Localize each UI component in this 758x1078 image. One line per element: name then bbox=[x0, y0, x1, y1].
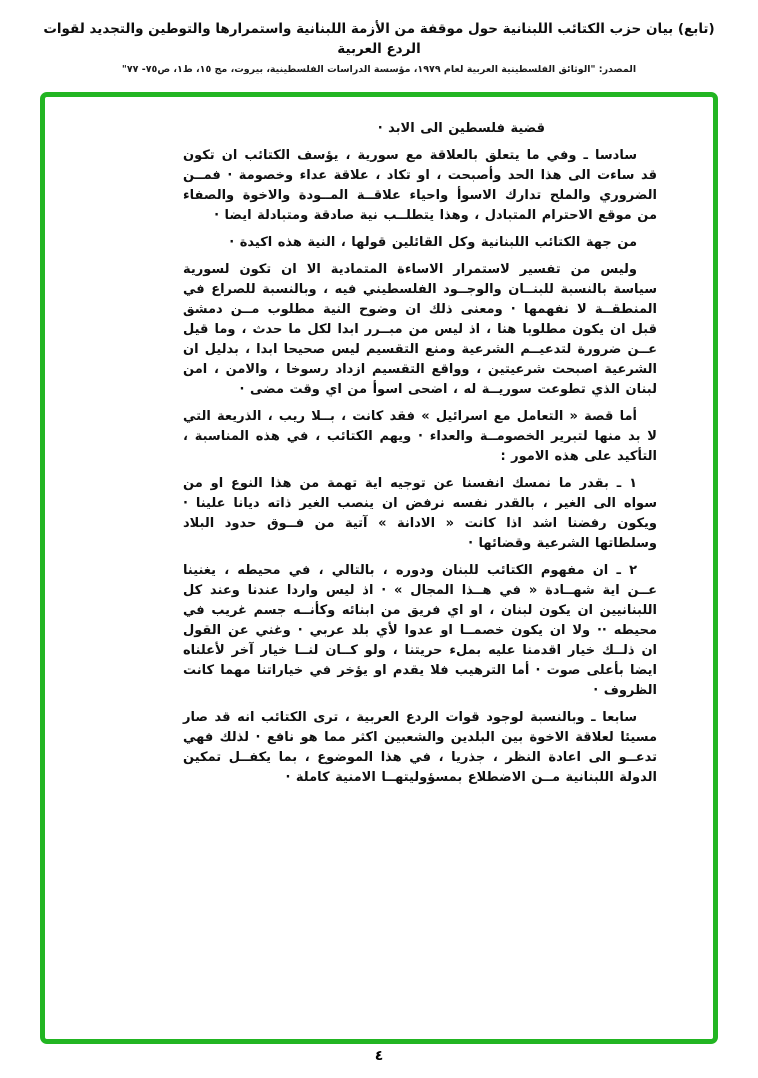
page-title: (تابع) بيان حزب الكتائب اللبنانية حول موقفة من الأزمة اللبنانية واستمرارها والتوطين والتجديد لقوات الردع العربية bbox=[43, 21, 715, 57]
document-body bbox=[45, 97, 713, 1039]
paragraph: أما قصة « التعامل مع اسرائيل » فقد كانت ، بــلا ريب ، الذريعة التي لا بد منها لتبرير الخصومــة والعداء · ويهم الكتائب ، في هذه المناسبة ، التأكيد على هذه الامور : bbox=[183, 409, 657, 464]
paragraph: سادسا ـ وفي ما يتعلق بالعلاقة مع سورية ، يؤسف الكتائب ان تكون قد ساءت الى هذا الحد وأصبحت ، او تكاد ، علاقة عداء وخصومة · فمــن الضروري والملح تدارك الاسوأ واحياء علاقــة المــودة والاخوة والصفاء من موقع الاحترام المتبادل ، وهذا يتطلــب نية صادقة ومتبادلة ايضا · bbox=[183, 148, 657, 223]
paragraph: ١ ـ بقدر ما نمسك انفسنا عن توجيه اية تهمة من هذا النوع او من سواه الى الغير ، بالقدر نفسه نرفض ان ينصب الغير ذاته ديانا علينا · ويكون رفضنا اشد اذا كانت « الادانة » آتية من فــوق حدود البلاد وسلطاتها الشرعية وقضائها · bbox=[183, 476, 657, 551]
paragraph: سابعا ـ وبالنسبة لوجود قوات الردع العربية ، ترى الكتائب انه قد صار مسيئا لعلاقة الاخوة بين البلدين والشعبين اكثر مما هو نافع · لذلك فهي تدعــو الى اعادة النظر ، جذريا ، في هذا الموضوع ، بما يكفــل تمكين الدولة اللبنانية مــن الاضطلاع بمسؤوليتهــا الامنية كاملة · bbox=[183, 710, 657, 785]
source-line: المصدر: "الوثائق الفلسطينية العربية لعام ١٩٧٩، مؤسسة الدراسات الفلسطينية، بيروت، مج ١٥، ط١، ص٧٥- ٧٧" bbox=[121, 64, 637, 76]
paragraph: وليس من تفسير لاستمرار الاساءة المتمادية الا ان تكون لسورية سياسة بالنسبة للبنــان والوجــود الفلسطيني فيه ، وبالنسبة للصراع في المنطقــة لا نفهمها · ومعنى ذلك ان وضوح النية مطلوب مــن دمشق قبل ان يكون مطلوبا هنا ، اذ ليس من مبــرر ابدا لكل ما حدث ، وما قيل عــن ضرورة لتدعيــم الشرعية ومنع التقسيم ليس صحيحا ابدا ، بدليل ان الشرعية اصبحت شرعيتين ، وواقع التقسيم ازداد رسوخا ، والامن ، امن لبنان الذي تطوعت سوريــة له ، اضحى اسوأ من اي وقت مضى · bbox=[183, 262, 657, 397]
page-number: ٤ bbox=[374, 1048, 384, 1064]
paragraph: قضية فلسطين الى الابد · bbox=[377, 121, 545, 136]
paragraph: من جهة الكتائب اللبنانية وكل القائلين قولها ، النية هذه اكيدة · bbox=[229, 235, 637, 250]
document-header bbox=[29, 20, 729, 75]
green-border-frame bbox=[40, 92, 718, 1044]
paragraph: ٢ ـ ان مفهوم الكتائب للبنان ودوره ، بالتالي ، في محيطه ، يغنينا عــن اية شهــادة « في هــذا المجال » · اذ ليس واردا عندنا وعند كل اللبنانيين ان يكون لبنان ، او اي فريق من ابنائه وكأنــه جسم غريب في محيطه ·· ولا ان يكون خصمــا او عدوا لأي بلد عربي · وغني عن القول ان ذلــك خيار اقدمنا عليه بملء حريتنا ، ولو كــان لنــا خيار آخر لأعلناه ايضا بأعلى صوت · أما الترهيب فلا يقدم او يؤخر في خياراتنا مهما كانت الظروف · bbox=[183, 563, 657, 698]
